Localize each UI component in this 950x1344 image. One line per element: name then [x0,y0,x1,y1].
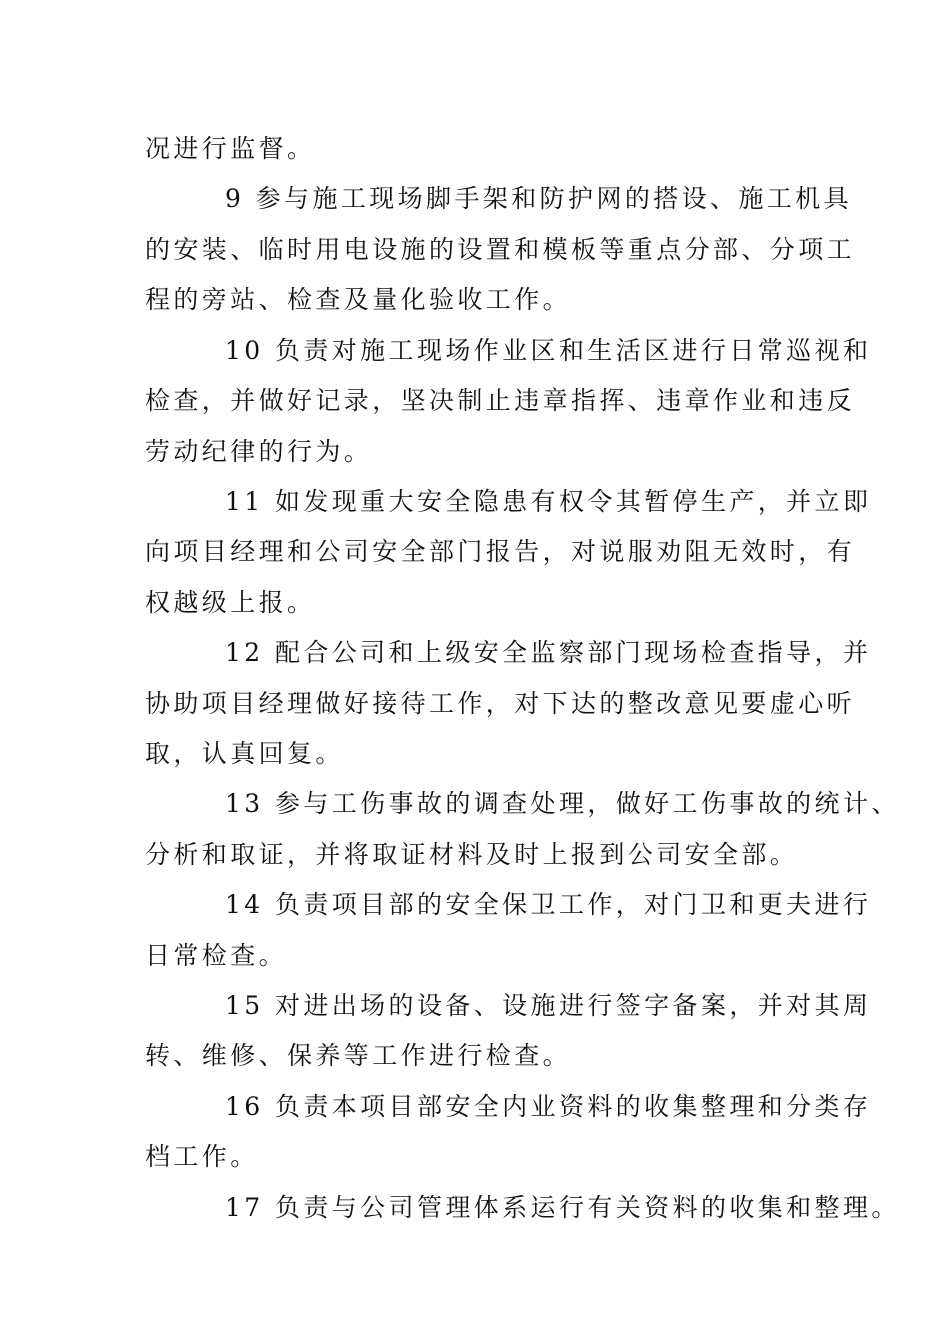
item-15-line-2: 转、维修、保养等工作进行检查。 [145,1041,572,1070]
item-13-line-2: 分析和取证，并将取证材料及时上报到公司安全部。 [145,840,799,869]
item-12-line-3: 取，认真回复。 [145,739,344,768]
item-16-line-1: 16 负责本项目部安全内业资料的收集整理和分类存 [225,1092,872,1121]
item-17-line-1: 17 负责与公司管理体系运行有关资料的收集和整理。 [225,1193,900,1222]
text-line: 况进行监督。 [145,134,316,163]
item-12-line-1: 12 配合公司和上级安全监察部门现场检查指导，并 [225,638,872,667]
item-9-line-3: 程的旁站、检查及量化验收工作。 [145,285,572,314]
item-10-line-3: 劳动纪律的行为。 [145,437,373,466]
item-11-line-3: 权越级上报。 [145,588,316,617]
item-14-line-1: 14 负责项目部的安全保卫工作，对门卫和更夫进行 [225,890,872,919]
item-14-line-2: 日常检查。 [145,941,288,970]
item-10-line-2: 检查，并做好记录，坚决制止违章指挥、违章作业和违反 [145,386,856,415]
item-10-line-1: 10 负责对施工现场作业区和生活区进行日常巡视和 [225,336,872,365]
item-16-line-2: 档工作。 [145,1142,259,1171]
item-11-line-2: 向项目经理和公司安全部门报告，对说服劝阻无效时，有 [145,537,856,566]
item-15-line-1: 15 对进出场的设备、设施进行签字备案，并对其周 [225,991,872,1020]
item-11-line-1: 11 如发现重大安全隐患有权令其暂停生产，并立即 [225,487,872,516]
item-13-line-1: 13 参与工伤事故的调查处理，做好工伤事故的统计、 [225,789,900,818]
item-9-line-1: 9 参与施工现场脚手架和防护网的搭设、施工机具 [225,184,853,213]
item-9-line-2: 的安装、临时用电设施的设置和模板等重点分部、分项工 [145,235,856,264]
item-12-line-2: 协助项目经理做好接待工作，对下达的整改意见要虚心听 [145,689,856,718]
